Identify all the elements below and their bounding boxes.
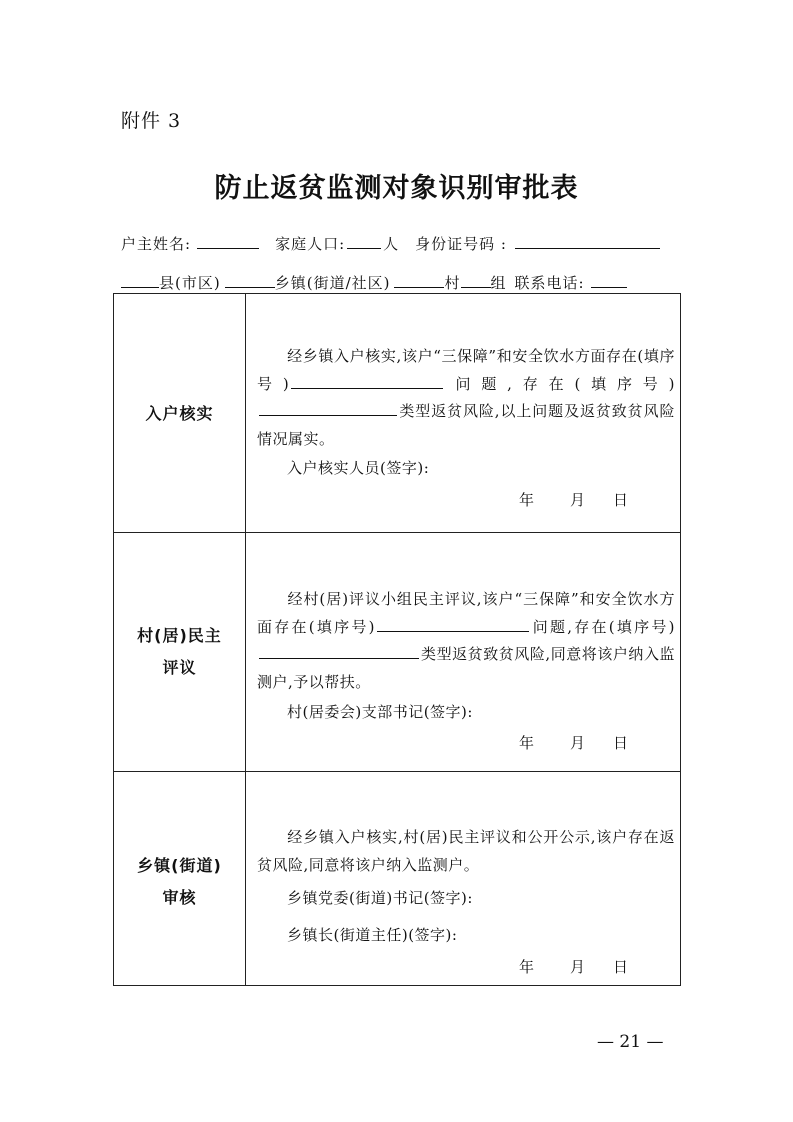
month-label: 月 (570, 734, 586, 752)
risk-type-field[interactable] (259, 644, 419, 659)
town-label: 乡镇(街道/社区) (274, 274, 391, 292)
group-label: 组 (490, 274, 507, 292)
year-label: 年 (519, 491, 535, 509)
day-label: 日 (613, 491, 629, 509)
village-label: 村 (444, 274, 461, 292)
id-number-label: 身份证号码 : (415, 235, 507, 253)
risk-type-field[interactable] (259, 401, 397, 416)
problem-number-field[interactable] (291, 374, 443, 389)
attachment-label: 附件 3 (121, 110, 182, 132)
page-number: — 21 — (597, 1032, 664, 1052)
town-party-secretary-signer: 乡镇党委(街道)书记(签字): (287, 889, 473, 907)
household-check-signer: 入户核实人员(签字): (287, 459, 430, 477)
month-label: 月 (570, 491, 586, 509)
town-review-date (519, 956, 628, 977)
village-review-signer: 村(居委会)支部书记(签字): (287, 703, 473, 721)
approval-table (113, 293, 681, 986)
row-divider-1 (114, 532, 680, 533)
month-label: 月 (570, 958, 586, 976)
row-label-town-review: 乡镇(街道) 审核 (137, 856, 222, 907)
header-line-1 (121, 233, 660, 254)
household-check-date (519, 489, 628, 510)
county-field[interactable] (121, 273, 159, 288)
year-label: 年 (519, 734, 535, 752)
row-label-village-review: 村(居)民主 评议 (137, 626, 222, 677)
row-label-household-check: 入户核实 (145, 404, 214, 423)
phone-field[interactable] (591, 273, 627, 288)
family-size-field[interactable] (347, 234, 381, 249)
group-field[interactable] (461, 273, 491, 288)
household-check-statement: 经乡镇入户核实,该户“三保障”和安全饮水方面存在(填序号) 问题,存在(填序号)类型返贫风险,以上问题及返贫致贫风险情况属实。 (257, 347, 675, 448)
problem-number-field[interactable] (377, 617, 529, 632)
id-number-field[interactable] (515, 234, 660, 249)
day-label: 日 (613, 958, 629, 976)
village-review-date (519, 732, 628, 753)
row-divider-2 (114, 771, 680, 772)
family-size-label: 家庭人口: (275, 235, 346, 253)
header-line-2 (121, 272, 627, 293)
village-field[interactable] (394, 273, 444, 288)
form-title: 防止返贫监测对象识别审批表 (214, 173, 579, 204)
column-divider (245, 294, 246, 985)
phone-label: 联系电话: (514, 274, 585, 292)
town-review-statement: 经乡镇入户核实,村(居)民主评议和公开公示,该户存在返贫风险,同意将该户纳入监测户。 (257, 828, 675, 874)
owner-name-label: 户主姓名: (121, 235, 192, 253)
town-field[interactable] (225, 273, 275, 288)
person-unit: 人 (383, 235, 400, 253)
year-label: 年 (519, 958, 535, 976)
county-label: 县(市区) (159, 274, 221, 292)
day-label: 日 (613, 734, 629, 752)
town-head-signer: 乡镇长(街道主任)(签字): (287, 926, 458, 944)
village-review-statement: 经村(居)评议小组民主评议,该户“三保障”和安全饮水方面存在(填序号) 问题,存在(填序号)类型返贫致贫风险,同意将该户纳入监测户,予以帮扶。 (257, 590, 675, 691)
owner-name-field[interactable] (197, 234, 259, 249)
